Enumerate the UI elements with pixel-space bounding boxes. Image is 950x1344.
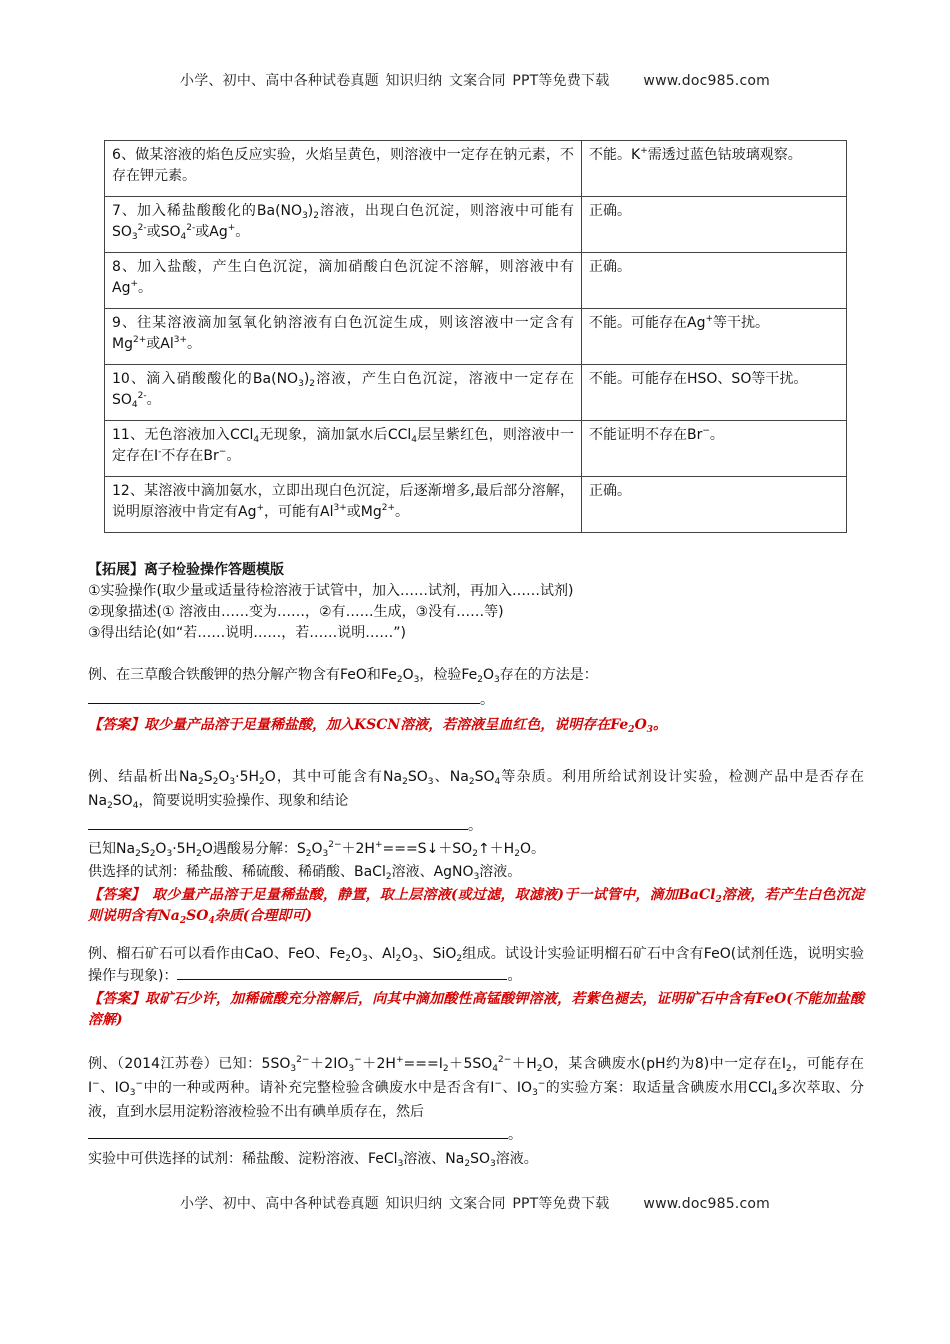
page-header (0, 70, 950, 90)
example-3 (88, 944, 864, 1031)
answer-cell: 正确。 (582, 197, 847, 253)
example-4: 例、（2014江苏卷）已知：$5SO_3^{2-}+2IO_3^-+2H^+===I_2+5SO_4^{2-}+H_2O$，某含碘废水(pH约为8)中一定存在$I_2$，可能存在I−、$IO_3^-$中的一种或两种。请补充完整检验含碘废水中是否含有I−、$IO_3^-$的实验方案：取适量含碘废水用CCl$_4$多次萃取、分液，直到水层用淀粉溶液检验不出有碘单质存在，然后 。 实验中可供选择的试剂：稀盐酸、淀粉溶液、FeCl$_3$溶液、$Na_2SO_3$溶液。 (88, 1052, 864, 1170)
example-2-question: 例、结晶析出$Na_2S_2O_3\cdot 5H_2O$，其中可能含有$Na_2SO_3$、$Na_2SO_4$等杂质。利用所给试剂设计实验，检测产品中是否存在$Na_2SO_4$，简要说明实验操作、现象和结论 (88, 769, 864, 811)
answer-cell: 正确。 (582, 477, 847, 533)
example-2-reagents: 供选择的试剂：稀盐酸、稀硫酸、稀硝酸、BaCl$_2$溶液、AgNO$_3$溶液。 (88, 864, 522, 882)
answer-blank[interactable] (88, 1124, 508, 1139)
example-3-question: 例、榴石矿石可以看作由CaO、FeO、$Fe_2O_3$、$Al_2O_3$、SiO$_2$组成。试设计实验证明榴石矿石中含有FeO(试剂任选，说明实验操作与现象)： 。 (88, 946, 865, 984)
question-cell: 8、加入盐酸，产生白色沉淀，滴加硝酸白色沉淀不溶解，则溶液中有Ag+。 (105, 253, 582, 309)
example-2-answer: 【答案】 取少量产品溶于足量稀盐酸，静置，取上层溶液(或过滤，取滤液)于一试管中，滴加BaCl$_2$溶液，若产生白色沉淀则说明含有$Na_2SO_4$杂质(合理即可) (88, 887, 864, 926)
table-row (105, 197, 847, 253)
answer-blank[interactable] (88, 689, 480, 704)
extension-step: ①实验操作(取少量或适量待检溶液于试管中，加入……试剂，再加入……试剂) (88, 583, 574, 599)
question-cell: 6、做某溶液的焰色反应实验，火焰呈黄色，则溶液中一定存在钠元素，不存在钾元素。 (105, 141, 582, 197)
answer-blank[interactable] (177, 965, 507, 980)
answer-cell: 不能证明不存在Br−。 (582, 421, 847, 477)
question-cell: 7、加入稀盐酸酸化的$Ba(NO_3)_2$溶液，出现白色沉淀，则溶液中可能有$SO_3^{2-}$或$SO_4^{2-}$或Ag+。 (105, 197, 582, 253)
answer-cell: 正确。 (582, 253, 847, 309)
example-2-known: 已知$Na_2S_2O_3\cdot 5H_2O$遇酸易分解：$S_2O_3^{2-}+2H^+===S↓+SO_2↑+H_2O$。 (88, 840, 545, 859)
example-2: 例、结晶析出$Na_2S_2O_3\cdot 5H_2O$，其中可能含有$Na_2SO_3$、$Na_2SO_4$等杂质。利用所给试剂设计实验，检测产品中是否存在$Na_2SO_4$，简要说明实验操作、现象和结论 。 已知$Na_2S_2O_3\cdot 5H_2O$遇酸易分解：$S_2O_3^{2-}+2H^+===S↓+SO_2↑+H_2O$。 供选择的试剂：稀盐酸、稀硫酸、稀硝酸、BaCl$_2$溶液、AgNO$_3$溶液。 【答案】 取少量产品溶于足量稀盐酸，静置，取上层溶液(或过滤，取滤液)于一试管中，滴加BaCl$_2$溶液，若产生白色沉淀则说明含有$Na_2SO_4$杂质(合理即可) (88, 765, 864, 927)
answer-blank[interactable] (88, 815, 468, 830)
extension-step: ③得出结论(如“若……说明……，若……说明……”) (88, 625, 406, 641)
header-text: 小学、初中、高中各种试卷真题 知识归纳 文案合同 PPT等免费下载 (180, 73, 610, 89)
example-1-question: 例、在三草酸合铁酸钾的热分解产物含有FeO和$Fe_2O_3$，检验$Fe_2O_3$存在的方法是： (88, 667, 598, 685)
footer-url[interactable]: www.doc985.com (643, 1196, 770, 1212)
question-cell: 10、滴入硝酸酸化的$Ba(NO_3)_2$溶液，产生白色沉淀，溶液中一定存在$SO_4^{2-}$。 (105, 365, 582, 421)
example-4-question: 例、（2014江苏卷）已知：$5SO_3^{2-}+2IO_3^-+2H^+===I_2+5SO_4^{2-}+H_2O$，某含碘废水(pH约为8)中一定存在$I_2$，可能存在I−、$IO_3^-$中的一种或两种。请补充完整检验含碘废水中是否含有I−、$IO_3^-$的实验方案：取适量含碘废水用CCl$_4$多次萃取、分液，直到水层用淀粉溶液检验不出有碘单质存在，然后 (88, 1055, 865, 1120)
table-row (105, 309, 847, 365)
page-footer (0, 1193, 950, 1213)
question-cell: 11、无色溶液加入CCl$_4$无现象，滴加氯水后CCl$_4$层呈紫红色，则溶液中一定存在I-不存在Br−。 (105, 421, 582, 477)
table-row (105, 421, 847, 477)
answer-cell: 不能。可能存在HSO、SO等干扰。 (582, 365, 847, 421)
question-cell: 12、某溶液中滴加氨水，立即出现白色沉淀，后逐渐增多,最后部分溶解，说明原溶液中肯定有Ag+，可能有$Al^{3+}$或$Mg^{2+}$。 (105, 477, 582, 533)
table-row (105, 141, 847, 197)
extension-section (88, 560, 864, 644)
table-row (105, 365, 847, 421)
question-cell: 9、往某溶液滴加氢氧化钠溶液有白色沉淀生成，则该溶液中一定含有$Mg^{2+}$或$Al^{3+}$。 (105, 309, 582, 365)
table-row (105, 253, 847, 309)
table-row (105, 477, 847, 533)
extension-title: 【拓展】离子检验操作答题模版 (88, 562, 284, 578)
answer-cell: 不能。K+需透过蓝色钴玻璃观察。 (582, 141, 847, 197)
footer-text: 小学、初中、高中各种试卷真题 知识归纳 文案合同 PPT等免费下载 (180, 1196, 610, 1212)
extension-step: ②现象描述(① 溶液由……变为……，②有……生成，③没有……等) (88, 604, 504, 620)
answer-cell: 不能。可能存在Ag+等干扰。 (582, 309, 847, 365)
example-1: 例、在三草酸合铁酸钾的热分解产物含有FeO和$Fe_2O_3$，检验$Fe_2O_3$存在的方法是： 。 【答案】取少量产品溶于足量稀盐酸，加入KSCN溶液，若溶液呈血红色，说明存在$Fe_2O_3$。 (88, 665, 864, 736)
ion-test-table (104, 140, 847, 533)
header-url[interactable]: www.doc985.com (643, 73, 770, 89)
example-1-answer: 【答案】取少量产品溶于足量稀盐酸，加入KSCN溶液，若溶液呈血红色，说明存在$Fe_2O_3$。 (88, 717, 668, 735)
example-4-reagents: 实验中可供选择的试剂：稀盐酸、淀粉溶液、FeCl$_3$溶液、$Na_2SO_3$溶液。 (88, 1151, 538, 1169)
example-3-answer: 【答案】取矿石少许，加稀硫酸充分溶解后，向其中滴加酸性高锰酸钾溶液，若紫色褪去，证明矿石中含有FeO(不能加盐酸溶解) (88, 991, 864, 1028)
